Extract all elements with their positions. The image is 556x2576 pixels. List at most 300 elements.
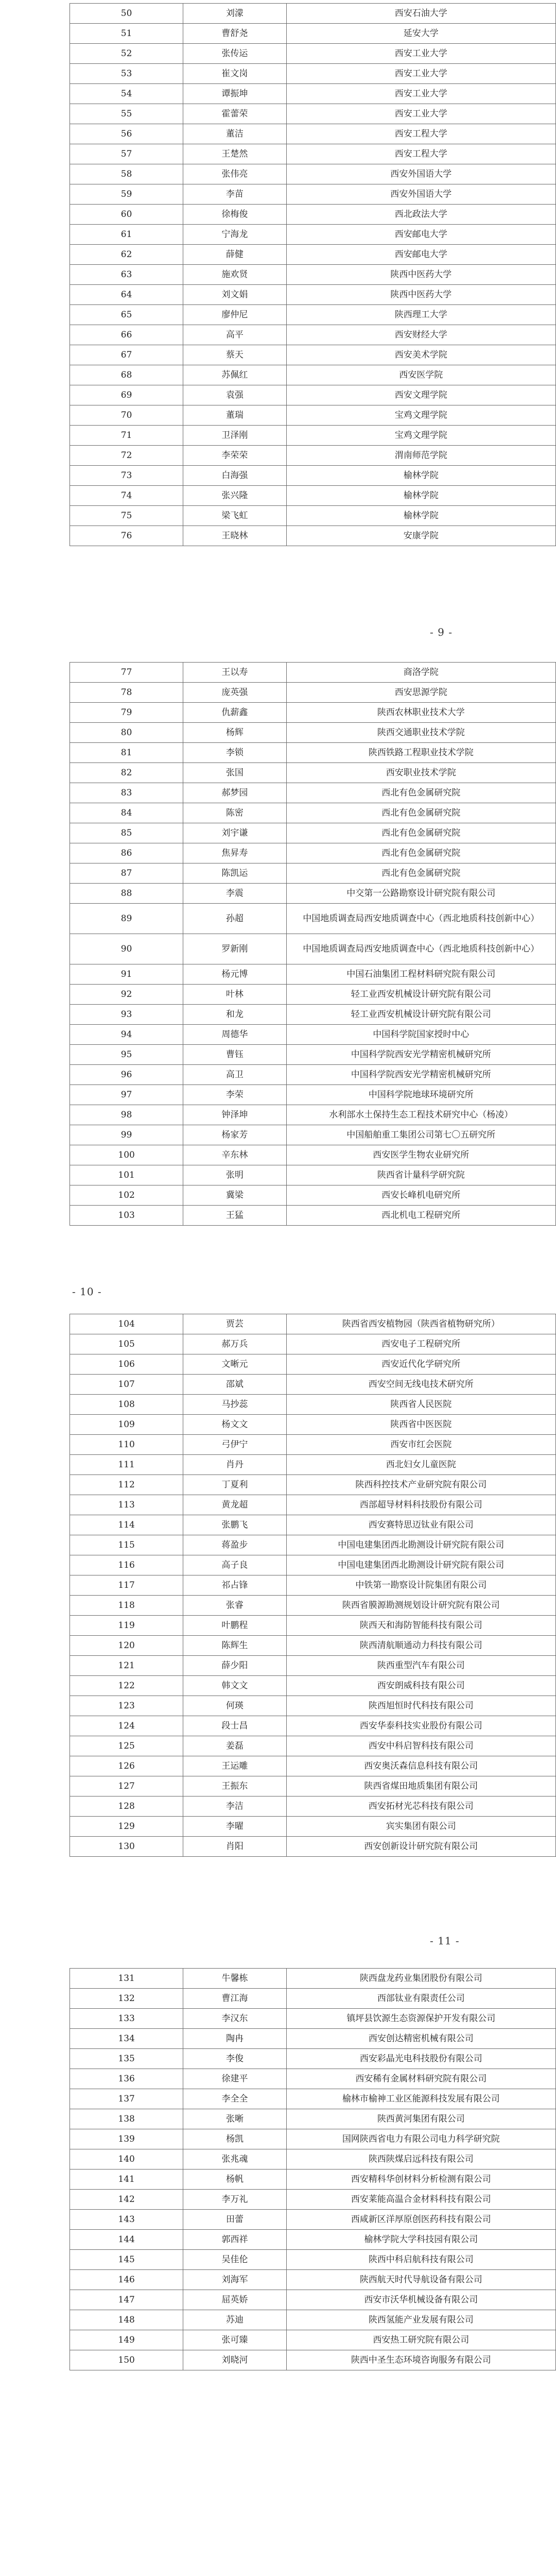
- table-row: [70, 2190, 556, 2210]
- row-number: 110: [70, 1435, 183, 1455]
- person-name: 崔文岗: [183, 64, 286, 84]
- organization: 西安奥沃森信息科技有限公司: [286, 1756, 555, 1776]
- person-name: 宁海龙: [183, 225, 286, 245]
- organization: 安康学院: [286, 526, 555, 546]
- organization: 榆林学院: [286, 466, 555, 486]
- person-name: 李洁: [183, 1797, 286, 1817]
- table-row: [70, 1045, 556, 1065]
- table-row: [70, 1334, 556, 1354]
- page-number: - 11 -: [430, 1935, 460, 1947]
- row-number: 61: [70, 225, 183, 245]
- person-name: 曹江海: [183, 1989, 286, 2009]
- person-name: 陈凯运: [183, 863, 286, 884]
- person-name: 张可臻: [183, 2330, 286, 2350]
- table-row: [70, 426, 556, 446]
- person-name: 黄龙超: [183, 1495, 286, 1515]
- organization: 西北有色金属研究院: [286, 783, 555, 803]
- person-name: 李荣: [183, 1085, 286, 1105]
- person-name: 薛健: [183, 245, 286, 265]
- organization: 陕西中圣生态环境咨询服务有限公司: [286, 2350, 555, 2370]
- row-number: 106: [70, 1354, 183, 1375]
- organization: 西安彩晶光电科技股份有限公司: [286, 2049, 555, 2069]
- row-number: 105: [70, 1334, 183, 1354]
- organization: 中国电建集团西北勘测设计研究院有限公司: [286, 1535, 555, 1555]
- row-number: 92: [70, 985, 183, 1005]
- person-name: 张传运: [183, 44, 286, 64]
- organization: 陕西省煤田地质集团有限公司: [286, 1776, 555, 1797]
- page-number: - 10 -: [72, 1285, 102, 1298]
- organization: 中国科学院西安光学精密机械研究所: [286, 1045, 555, 1065]
- row-number: 56: [70, 124, 183, 144]
- table-row: [70, 104, 556, 124]
- organization: 商洛学院: [286, 663, 555, 683]
- person-name: 郝万兵: [183, 1334, 286, 1354]
- organization: 西安美术学院: [286, 345, 555, 365]
- row-number: 102: [70, 1185, 183, 1206]
- table-row: [70, 1736, 556, 1756]
- row-number: 96: [70, 1065, 183, 1085]
- table-row: [70, 1555, 556, 1575]
- person-name: 袁强: [183, 385, 286, 405]
- person-name: 高子良: [183, 1555, 286, 1575]
- table-row: [70, 663, 556, 683]
- table-row: [70, 526, 556, 546]
- organization: 中国科学院国家授时中心: [286, 1025, 555, 1045]
- person-name: 陶冉: [183, 2029, 286, 2049]
- row-number: 77: [70, 663, 183, 683]
- row-number: 95: [70, 1045, 183, 1065]
- table-row: [70, 1455, 556, 1475]
- table-row: [70, 2149, 556, 2170]
- organization: 西安空间无线电技术研究所: [286, 1375, 555, 1395]
- row-number: 125: [70, 1736, 183, 1756]
- organization: 陕西中医药大学: [286, 265, 555, 285]
- table-page-10: [70, 662, 556, 1226]
- organization: 陕西重型汽车有限公司: [286, 1656, 555, 1676]
- organization: 西安文理学院: [286, 385, 555, 405]
- table-row: [70, 265, 556, 285]
- person-name: 张晰: [183, 2109, 286, 2129]
- person-name: 李荣荣: [183, 446, 286, 466]
- row-number: 130: [70, 1837, 183, 1857]
- row-number: 99: [70, 1125, 183, 1145]
- table-row: [70, 1636, 556, 1656]
- person-name: 辛东林: [183, 1145, 286, 1165]
- row-number: 64: [70, 285, 183, 305]
- person-name: 仇薪鑫: [183, 703, 286, 723]
- organization: 西安医学生物农业研究所: [286, 1145, 555, 1165]
- table-row: [70, 964, 556, 985]
- row-number: 136: [70, 2069, 183, 2089]
- row-number: 111: [70, 1455, 183, 1475]
- table-row: [70, 2109, 556, 2129]
- organization: 陕西清航顺通动力科技有限公司: [286, 1636, 555, 1656]
- person-name: 叶林: [183, 985, 286, 1005]
- row-number: 57: [70, 144, 183, 164]
- table-row: [70, 1797, 556, 1817]
- person-name: 钟泽坤: [183, 1105, 286, 1125]
- row-number: 83: [70, 783, 183, 803]
- person-name: 杨元博: [183, 964, 286, 985]
- organization: 西安工程大学: [286, 124, 555, 144]
- row-number: 127: [70, 1776, 183, 1797]
- table-row: [70, 1395, 556, 1415]
- row-number: 66: [70, 325, 183, 345]
- table-row: [70, 1005, 556, 1025]
- person-name: 李全全: [183, 2089, 286, 2109]
- row-number: 67: [70, 345, 183, 365]
- organization: 西安赛特思迈钛业有限公司: [286, 1515, 555, 1535]
- row-number: 93: [70, 1005, 183, 1025]
- row-number: 53: [70, 64, 183, 84]
- table-row: [70, 2049, 556, 2069]
- organization: 陕西氢能产业发展有限公司: [286, 2310, 555, 2330]
- row-number: 143: [70, 2210, 183, 2230]
- table-row: [70, 2250, 556, 2270]
- row-number: 133: [70, 2009, 183, 2029]
- table-row: [70, 385, 556, 405]
- organization: 轻工业西安机械设计研究院有限公司: [286, 985, 555, 1005]
- organization: 西安精科华创材料分析检测有限公司: [286, 2170, 555, 2190]
- row-number: 119: [70, 1616, 183, 1636]
- table-row: [70, 1495, 556, 1515]
- table-row: [70, 1085, 556, 1105]
- person-name: 刘晓河: [183, 2350, 286, 2370]
- person-name: 庞英强: [183, 683, 286, 703]
- table-row: [70, 2069, 556, 2089]
- organization: 西北机电工程研究所: [286, 1206, 555, 1226]
- person-name: 徐梅俊: [183, 205, 286, 225]
- row-number: 146: [70, 2270, 183, 2290]
- table-row: [70, 1375, 556, 1395]
- row-number: 89: [70, 904, 183, 934]
- table-row: [70, 486, 556, 506]
- row-number: 86: [70, 843, 183, 863]
- organization: 西部超导材料科技股份有限公司: [286, 1495, 555, 1515]
- organization: 西安稀有金属材料研究院有限公司: [286, 2069, 555, 2089]
- person-name: 李万礼: [183, 2190, 286, 2210]
- organization: 西安近代化学研究所: [286, 1354, 555, 1375]
- row-number: 150: [70, 2350, 183, 2370]
- table-row: [70, 1065, 556, 1085]
- organization: 中国电建集团西北勘测设计研究院有限公司: [286, 1555, 555, 1575]
- table-row: [70, 1596, 556, 1616]
- person-name: 蔡天: [183, 345, 286, 365]
- organization: 西安石油大学: [286, 4, 555, 24]
- row-number: 59: [70, 184, 183, 205]
- table-page-12: [70, 1968, 556, 2370]
- person-name: 刘濛: [183, 4, 286, 24]
- organization: 陕西省计量科学研究院: [286, 1165, 555, 1185]
- row-number: 139: [70, 2129, 183, 2149]
- row-number: 88: [70, 884, 183, 904]
- person-name: 焦昇寿: [183, 843, 286, 863]
- table-row: [70, 124, 556, 144]
- organization: 陕西铁路工程职业技术学院: [286, 743, 555, 763]
- organization: 榆林市榆神工业区能源科技发展有限公司: [286, 2089, 555, 2109]
- person-name: 曹舒尧: [183, 24, 286, 44]
- row-number: 97: [70, 1085, 183, 1105]
- table-row: [70, 1185, 556, 1206]
- table-row: [70, 225, 556, 245]
- row-number: 128: [70, 1797, 183, 1817]
- row-number: 81: [70, 743, 183, 763]
- row-number: 135: [70, 2049, 183, 2069]
- table-row: [70, 904, 556, 934]
- row-number: 54: [70, 84, 183, 104]
- table-row: [70, 884, 556, 904]
- row-number: 117: [70, 1575, 183, 1596]
- person-name: 张兆魂: [183, 2149, 286, 2170]
- person-name: 郭西祥: [183, 2230, 286, 2250]
- organization: 国网陕西省电力有限公司电力科学研究院: [286, 2129, 555, 2149]
- organization: 陕西黄河集团有限公司: [286, 2109, 555, 2129]
- person-name: 徐建平: [183, 2069, 286, 2089]
- row-number: 113: [70, 1495, 183, 1515]
- table-row: [70, 985, 556, 1005]
- table-row: [70, 1837, 556, 1857]
- organization: 陕西省西安植物园（陕西省植物研究所）: [286, 1314, 555, 1334]
- row-number: 134: [70, 2029, 183, 2049]
- person-name: 王猛: [183, 1206, 286, 1226]
- row-number: 142: [70, 2190, 183, 2210]
- organization: 西安热工研究院有限公司: [286, 2330, 555, 2350]
- organization: 西安中科启智科技有限公司: [286, 1736, 555, 1756]
- row-number: 101: [70, 1165, 183, 1185]
- row-number: 79: [70, 703, 183, 723]
- organization: 西北政法大学: [286, 205, 555, 225]
- organization: 陕西盘龙药业集团股份有限公司: [286, 1969, 555, 1989]
- person-name: 文晰元: [183, 1354, 286, 1375]
- organization: 陕西理工大学: [286, 305, 555, 325]
- person-name: 弓伊宁: [183, 1435, 286, 1455]
- organization: 西安工业大学: [286, 64, 555, 84]
- person-name: 梁飞虹: [183, 506, 286, 526]
- organization: 宾实集团有限公司: [286, 1817, 555, 1837]
- organization: 西安华泰科技实业股份有限公司: [286, 1716, 555, 1736]
- table-row: [70, 2310, 556, 2330]
- person-name: 韩文文: [183, 1676, 286, 1696]
- person-name: 陈辉生: [183, 1636, 286, 1656]
- organization: 中铁第一勘察设计院集团有限公司: [286, 1575, 555, 1596]
- organization: 西安财经大学: [286, 325, 555, 345]
- table-row: [70, 2270, 556, 2290]
- organization: 榆林学院: [286, 506, 555, 526]
- row-number: 70: [70, 405, 183, 426]
- row-number: 140: [70, 2149, 183, 2170]
- row-number: 76: [70, 526, 183, 546]
- person-name: 叶鹏程: [183, 1616, 286, 1636]
- organization: 榆林学院大学科技园有限公司: [286, 2230, 555, 2250]
- organization: 西北妇女儿童医院: [286, 1455, 555, 1475]
- row-number: 115: [70, 1535, 183, 1555]
- organization: 宝鸡文理学院: [286, 405, 555, 426]
- table-row: [70, 2009, 556, 2029]
- table-row: [70, 2230, 556, 2250]
- table-page-11: [70, 1314, 556, 1857]
- organization: 西安邮电大学: [286, 225, 555, 245]
- person-name: 郝梦园: [183, 783, 286, 803]
- person-name: 廖仲尼: [183, 305, 286, 325]
- organization: 西安长峰机电研究所: [286, 1185, 555, 1206]
- organization: 西安外国语大学: [286, 184, 555, 205]
- person-name: 高平: [183, 325, 286, 345]
- row-number: 121: [70, 1656, 183, 1676]
- table-row: [70, 1535, 556, 1555]
- person-name: 刘文娟: [183, 285, 286, 305]
- table-row: [70, 1125, 556, 1145]
- person-name: 张睿: [183, 1596, 286, 1616]
- organization: 中国船舶重工集团公司第七〇五研究所: [286, 1125, 555, 1145]
- row-number: 147: [70, 2290, 183, 2310]
- row-number: 104: [70, 1314, 183, 1334]
- table-row: [70, 743, 556, 763]
- person-name: 李汉东: [183, 2009, 286, 2029]
- organization: 中交第一公路勘察设计研究院有限公司: [286, 884, 555, 904]
- row-number: 65: [70, 305, 183, 325]
- table-row: [70, 2129, 556, 2149]
- row-number: 63: [70, 265, 183, 285]
- row-number: 80: [70, 723, 183, 743]
- row-number: 52: [70, 44, 183, 64]
- table-row: [70, 1314, 556, 1334]
- person-name: 杨帆: [183, 2170, 286, 2190]
- organization: 西安工业大学: [286, 84, 555, 104]
- person-name: 杨辉: [183, 723, 286, 743]
- row-number: 149: [70, 2330, 183, 2350]
- organization: 西安创新设计研究院有限公司: [286, 1837, 555, 1857]
- table-row: [70, 1165, 556, 1185]
- person-name: 薛少阳: [183, 1656, 286, 1676]
- organization: 宝鸡文理学院: [286, 426, 555, 446]
- organization: 中国科学院地球环境研究所: [286, 1085, 555, 1105]
- row-number: 58: [70, 164, 183, 184]
- row-number: 108: [70, 1395, 183, 1415]
- person-name: 吴佳伦: [183, 2250, 286, 2270]
- row-number: 75: [70, 506, 183, 526]
- table-row: [70, 1575, 556, 1596]
- person-name: 卫泽刚: [183, 426, 286, 446]
- person-name: 王以寿: [183, 663, 286, 683]
- person-name: 施欢贤: [183, 265, 286, 285]
- table-row: [70, 1656, 556, 1676]
- table-row: [70, 2330, 556, 2350]
- row-number: 60: [70, 205, 183, 225]
- organization: 陕西科控技术产业研究院有限公司: [286, 1475, 555, 1495]
- organization: 中国地质调查局西安地质调查中心（西北地质科技创新中心）: [286, 904, 555, 934]
- table-row: [70, 184, 556, 205]
- table-row: [70, 84, 556, 104]
- organization: 西咸新区洋厚原创医药科技有限公司: [286, 2210, 555, 2230]
- table-row: [70, 365, 556, 385]
- organization: 西安邮电大学: [286, 245, 555, 265]
- organization: 西安工程大学: [286, 144, 555, 164]
- person-name: 董瑞: [183, 405, 286, 426]
- person-name: 和龙: [183, 1005, 286, 1025]
- table-row: [70, 144, 556, 164]
- person-name: 张明: [183, 1165, 286, 1185]
- row-number: 72: [70, 446, 183, 466]
- person-name: 苏佩红: [183, 365, 286, 385]
- person-name: 苏迪: [183, 2310, 286, 2330]
- row-number: 129: [70, 1817, 183, 1837]
- organization: 陕西农林职业技术大学: [286, 703, 555, 723]
- row-number: 138: [70, 2109, 183, 2129]
- table-row: [70, 1756, 556, 1776]
- person-name: 贾芸: [183, 1314, 286, 1334]
- table-row: [70, 1145, 556, 1165]
- table-row: [70, 1969, 556, 1989]
- table-row: [70, 1415, 556, 1435]
- organization: 水利部水土保持生态工程技术研究中心（杨凌）: [286, 1105, 555, 1125]
- organization: 西部钛业有限责任公司: [286, 1989, 555, 2009]
- person-name: 刘宇谦: [183, 823, 286, 843]
- person-name: 杨家芳: [183, 1125, 286, 1145]
- table-row: [70, 1696, 556, 1716]
- organization: 中国科学院西安光学精密机械研究所: [286, 1065, 555, 1085]
- table-row: [70, 2029, 556, 2049]
- organization: 西北有色金属研究院: [286, 823, 555, 843]
- organization: 中国地质调查局西安地质调查中心（西北地质科技创新中心）: [286, 934, 555, 964]
- person-name: 蒋盈步: [183, 1535, 286, 1555]
- table-row: [70, 683, 556, 703]
- person-name: 孙超: [183, 904, 286, 934]
- table-row: [70, 446, 556, 466]
- row-number: 123: [70, 1696, 183, 1716]
- organization: 陕西航天时代导航设备有限公司: [286, 2270, 555, 2290]
- table-row: [70, 64, 556, 84]
- organization: 陕西天和海防智能科技有限公司: [286, 1616, 555, 1636]
- row-number: 100: [70, 1145, 183, 1165]
- table-row: [70, 4, 556, 24]
- table-row: [70, 245, 556, 265]
- row-number: 131: [70, 1969, 183, 1989]
- organization: 西安市红会医院: [286, 1435, 555, 1455]
- person-name: 周德华: [183, 1025, 286, 1045]
- table-row: [70, 24, 556, 44]
- table-row: [70, 1676, 556, 1696]
- table-row: [70, 345, 556, 365]
- table-row: [70, 285, 556, 305]
- person-name: 李俊: [183, 2049, 286, 2069]
- organization: 渭南师范学院: [286, 446, 555, 466]
- person-name: 王振东: [183, 1776, 286, 1797]
- row-number: 87: [70, 863, 183, 884]
- row-number: 69: [70, 385, 183, 405]
- row-number: 145: [70, 2250, 183, 2270]
- table-row: [70, 2350, 556, 2370]
- row-number: 112: [70, 1475, 183, 1495]
- row-number: 84: [70, 803, 183, 823]
- organization: 陕西中科启航科技有限公司: [286, 2250, 555, 2270]
- table-row: [70, 843, 556, 863]
- row-number: 141: [70, 2170, 183, 2190]
- person-name: 李锁: [183, 743, 286, 763]
- row-number: 90: [70, 934, 183, 964]
- person-name: 何瑛: [183, 1696, 286, 1716]
- table-row: [70, 305, 556, 325]
- organization: 中国石油集团工程材料研究院有限公司: [286, 964, 555, 985]
- row-number: 55: [70, 104, 183, 124]
- table-row: [70, 1716, 556, 1736]
- row-number: 116: [70, 1555, 183, 1575]
- row-number: 98: [70, 1105, 183, 1125]
- person-name: 陈密: [183, 803, 286, 823]
- table-row: [70, 1989, 556, 2009]
- table-row: [70, 164, 556, 184]
- row-number: 50: [70, 4, 183, 24]
- table-row: [70, 466, 556, 486]
